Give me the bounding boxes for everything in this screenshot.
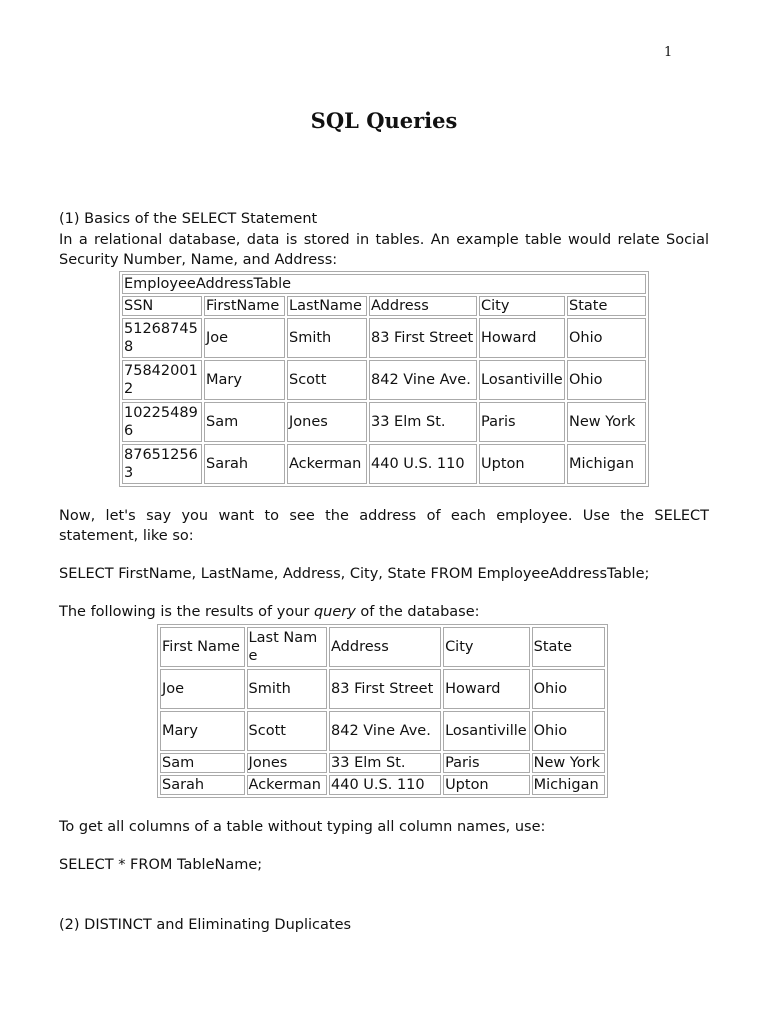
table-cell: New York	[532, 753, 605, 773]
column-header: State	[532, 627, 605, 667]
table-cell: Joe	[160, 669, 245, 709]
table-cell: Howard	[443, 669, 530, 709]
table-row	[160, 775, 605, 795]
table-cell: Upton	[479, 444, 565, 484]
table-row	[122, 360, 646, 400]
column-header: City	[443, 627, 530, 667]
column-header: SSN	[122, 296, 202, 316]
column-header: FirstName	[204, 296, 285, 316]
page-title: SQL Queries	[310, 108, 458, 133]
table-cell: 33 Elm St.	[329, 753, 441, 773]
table-row	[160, 753, 605, 773]
table-cell: Losantiville	[479, 360, 565, 400]
select-all-query: SELECT * FROM TableName;	[59, 857, 263, 873]
address-paragraph: Now, let's say you want to see the address of each employee. Use the SELECT statement, like so:	[59, 508, 709, 544]
table-cell: Sarah	[160, 775, 245, 795]
column-header: Last Name	[247, 627, 327, 667]
table-cell: Sarah	[204, 444, 285, 484]
table-cell: Jones	[247, 753, 327, 773]
table-cell: Losantiville	[443, 711, 530, 751]
query-results-table	[157, 624, 608, 798]
table-row	[122, 318, 646, 358]
results-intro-before: The following is the results of your	[59, 604, 314, 620]
table-row	[122, 402, 646, 442]
column-header: LastName	[287, 296, 367, 316]
table-cell: Paris	[479, 402, 565, 442]
table-cell: 758420012	[122, 360, 202, 400]
table-cell: Jones	[287, 402, 367, 442]
results-intro-after: of the database:	[355, 604, 480, 620]
column-header: First Name	[160, 627, 245, 667]
table-cell: Ackerman	[247, 775, 327, 795]
table-row	[122, 444, 646, 484]
table-cell: Howard	[479, 318, 565, 358]
table-cell: 102254896	[122, 402, 202, 442]
section-2-heading: (2) DISTINCT and Eliminating Duplicates	[59, 917, 352, 933]
table-cell: Ohio	[567, 360, 646, 400]
table-cell: Joe	[204, 318, 285, 358]
table-cell: 440 U.S. 110	[329, 775, 441, 795]
section-1-heading: (1) Basics of the SELECT Statement	[59, 211, 318, 227]
table-cell: 512687458	[122, 318, 202, 358]
column-header: Address	[369, 296, 477, 316]
table-cell: Ohio	[567, 318, 646, 358]
table-cell: Smith	[287, 318, 367, 358]
table-caption-row	[122, 274, 646, 294]
table-cell: Upton	[443, 775, 530, 795]
employee-address-table	[119, 271, 649, 487]
table-cell: Sam	[204, 402, 285, 442]
column-header: City	[479, 296, 565, 316]
column-header: Address	[329, 627, 441, 667]
section-1-intro: In a relational database, data is stored in tables. An example table would relate Social Security Number, Name, and Address:	[59, 232, 709, 268]
select-query-example: SELECT FirstName, LastName, Address, City, State FROM EmployeeAddressTable;	[59, 566, 650, 582]
table-cell: 876512563	[122, 444, 202, 484]
table-row	[160, 711, 605, 751]
table-cell: Sam	[160, 753, 245, 773]
table-cell: 440 U.S. 110	[369, 444, 477, 484]
table-cell: 842 Vine Ave.	[369, 360, 477, 400]
table-cell: 33 Elm St.	[369, 402, 477, 442]
table-caption: EmployeeAddressTable	[122, 274, 646, 294]
table-cell: Ohio	[532, 711, 605, 751]
results-intro	[59, 603, 480, 622]
table-cell: Mary	[204, 360, 285, 400]
table-header-row	[160, 627, 605, 667]
all-columns-text: To get all columns of a table without typing all column names, use:	[59, 819, 546, 835]
table-cell: Michigan	[532, 775, 605, 795]
table-cell: Scott	[247, 711, 327, 751]
table-cell: Mary	[160, 711, 245, 751]
table-cell: Ackerman	[287, 444, 367, 484]
table-cell: 842 Vine Ave.	[329, 711, 441, 751]
table-cell: Scott	[287, 360, 367, 400]
column-header: State	[567, 296, 646, 316]
table-cell: 83 First Street	[329, 669, 441, 709]
table-cell: Ohio	[532, 669, 605, 709]
table-cell: 83 First Street	[369, 318, 477, 358]
table-header-row	[122, 296, 646, 316]
page-number: 1	[664, 45, 673, 60]
table-cell: Michigan	[567, 444, 646, 484]
table-cell: New York	[567, 402, 646, 442]
table-row	[160, 669, 605, 709]
table-cell: Smith	[247, 669, 327, 709]
table-cell: Paris	[443, 753, 530, 773]
results-intro-emphasis: query	[313, 604, 356, 620]
